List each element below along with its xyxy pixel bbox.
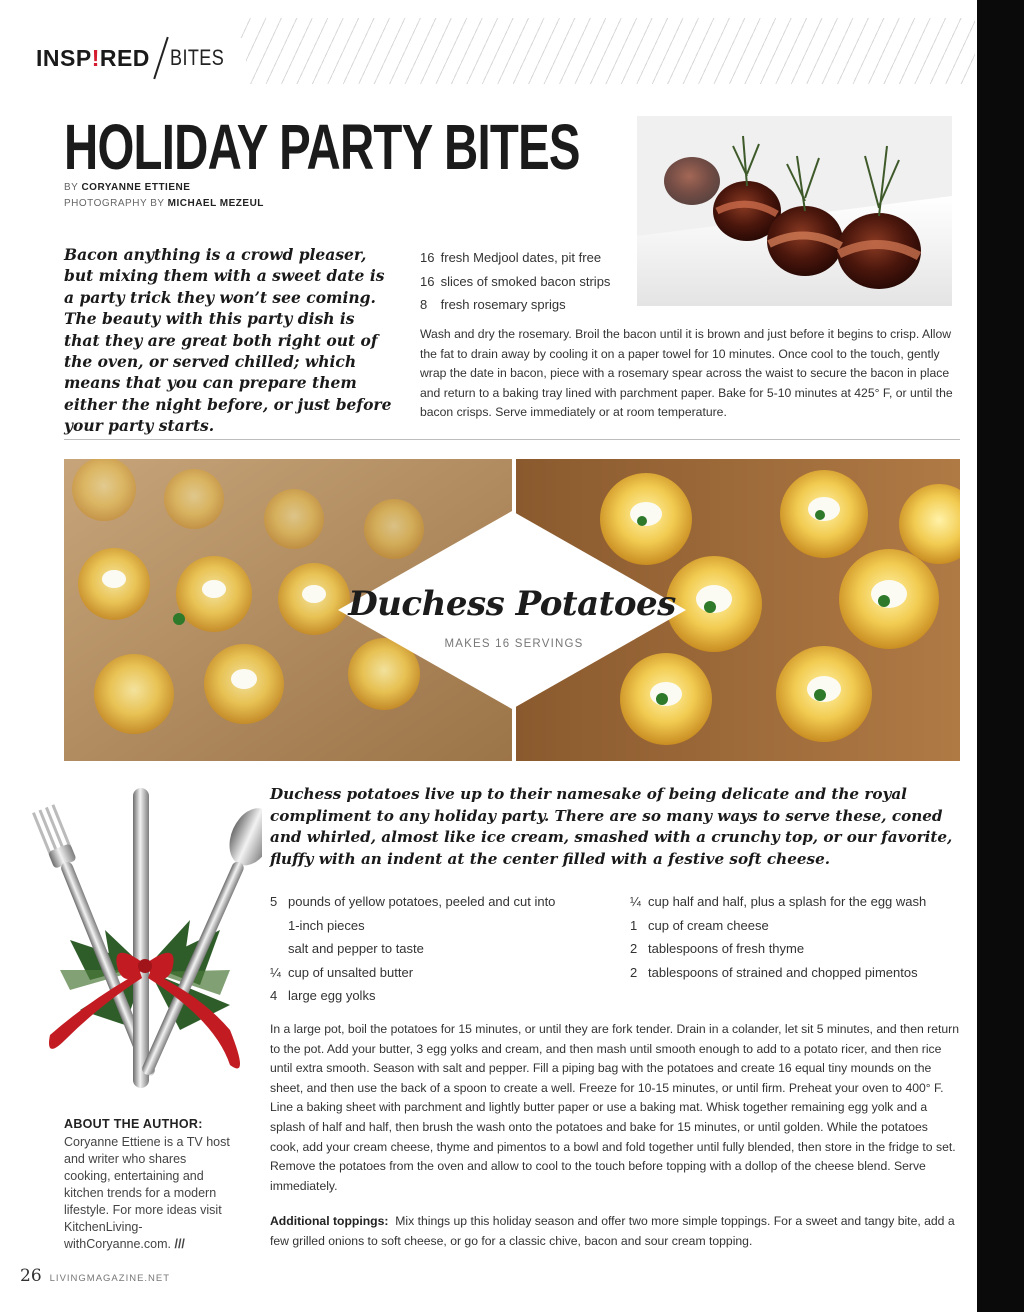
about-author-heading: ABOUT THE AUTHOR:	[64, 1117, 203, 1131]
ingredient-item: 5 pounds of yellow potatoes, peeled and cut into	[270, 894, 556, 909]
additional-toppings	[270, 1212, 960, 1251]
dates-intro: Bacon anything is a crowd pleaser, but mixing them with a sweet date is a party trick they won’t see coming. The beauty with this party dish is that they are great both right out of the oven, or served chilled; which means that you can prepare them either the night before, or just before your party starts.	[64, 245, 392, 436]
photo-credit: PHOTOGRAPHY BY MICHAEL MEZEUL	[64, 198, 264, 209]
brand-logo: INSP!RED	[36, 44, 150, 71]
duchess-method: In a large pot, boil the potatoes for 15 minutes, or until they are fork tender. Drain in a colander, let sit 5 minutes, and then return to the pot. Add your butter, 3 egg yolks and cream, and then mash until smooth enough to add to a potato ricer, and then rice until extra smooth. Season with salt and pepper. Fill a piping bag with the potatoes and create 16 equal tiny mounds on the sheet, and then use the back of a spoon to create a well. Freeze for 10-15 minutes, or until firm. Preheat your oven to 400° F. Line a baking sheet with parchment and lightly butter paper or use a baking mat. Whisk together remaining egg yolk and a splash of half and half, then brush the wash onto the potatoes and bake for 15 minutes, or until golden. While the potatoes cook, add your cream cheese, thyme and pimentos to a bowl and fold together until fully blended, then store in the fridge to set. Remove the potatoes from the oven and allow to cool to the touch before topping with a dollop of the cheese blend. Serve immediately.	[270, 1022, 959, 1193]
duchess-intro: Duchess potatoes live up to their namesake of being delicate and the royal compliment to any holiday party. There are so many ways to serve these, coned and whirled, almost like ice cream, smashed with a crunchy top, or our favorite, fluffy with an indent at the center filled with a festive soft cheese.	[270, 785, 953, 868]
toppings-text: Mix things up this holiday season and offer two more simple toppings. For a sweet and tangy bite, add a few grilled onions to soft cheese, or go for a classic chive, bacon and sour cream topping.	[270, 1214, 955, 1248]
ingredient-item: ¼ cup half and half, plus a splash for the egg wash	[630, 894, 927, 909]
header-slash	[153, 37, 168, 79]
dates-ingredient-list	[420, 246, 610, 317]
ingredient-item: 16 slices of smoked bacon strips	[420, 273, 611, 289]
duchess-ingredients-left	[270, 890, 600, 1008]
duchess-ingredients-right	[630, 890, 970, 984]
ingredient-item: 8 fresh rosemary sprigs	[420, 297, 566, 312]
ingredient-item: 16 fresh Medjool dates, pit free	[420, 250, 602, 265]
ingredient-item: 1 cup of cream cheese	[630, 917, 769, 933]
ingredient-item: ¼ cup of unsalted butter	[270, 964, 414, 980]
page-edge-bar	[977, 0, 1024, 1312]
ingredient-item: salt and pepper to taste	[288, 941, 424, 957]
cutlery-bow-illustration	[30, 780, 262, 1096]
toppings-label: Additional toppings:	[270, 1214, 389, 1228]
author-byline: BY CORYANNE ETTIENE	[64, 182, 191, 193]
ingredient-item: 2 tablespoons of fresh thyme	[630, 941, 805, 957]
bacon-dates-photo	[637, 116, 952, 306]
about-author-text: Coryanne Ettiene is a TV host and writer who shares cooking, entertaining and kitchen trends for a modern lifestyle. For more ideas visit KitchenLiving-withCoryanne.com. ///	[64, 1135, 230, 1251]
page-number: 26	[20, 1266, 42, 1286]
about-author	[64, 1116, 234, 1253]
article-title: HOLIDAY PARTY BITES	[64, 111, 580, 183]
duchess-servings: MAKES 16 SERVINGS	[444, 638, 584, 650]
end-mark: ///	[174, 1237, 185, 1251]
section-header	[36, 38, 246, 78]
ingredient-item: 4 large egg yolks	[270, 988, 376, 1004]
site-url: LIVINGMAGAZINE.NET	[49, 1273, 171, 1284]
section-name: BITES	[169, 45, 225, 70]
header-hatch-pattern	[240, 18, 975, 84]
section-divider	[64, 439, 960, 440]
dates-method: Wash and dry the rosemary. Broil the bacon until it is brown and just before it begins to crisp. Allow the fat to drain away by cooling it on a paper towel for 10 minutes. Once cool to the touch, gently wrap the date in bacon, piece with a rosemary spear across the waist to secure the bacon in place and return to a baking tray lined with parchment paper. Bake for 5-10 minutes at 425° F, or until the bacon crisps. Serve immediately or at room temperature.	[420, 327, 953, 420]
ingredient-item: 2 tablespoons of strained and chopped pimentos	[630, 964, 918, 980]
ingredient-item: 1-inch pieces	[288, 917, 365, 933]
page-footer	[20, 1266, 170, 1286]
duchess-title: Duchess Potatoes	[348, 584, 676, 624]
